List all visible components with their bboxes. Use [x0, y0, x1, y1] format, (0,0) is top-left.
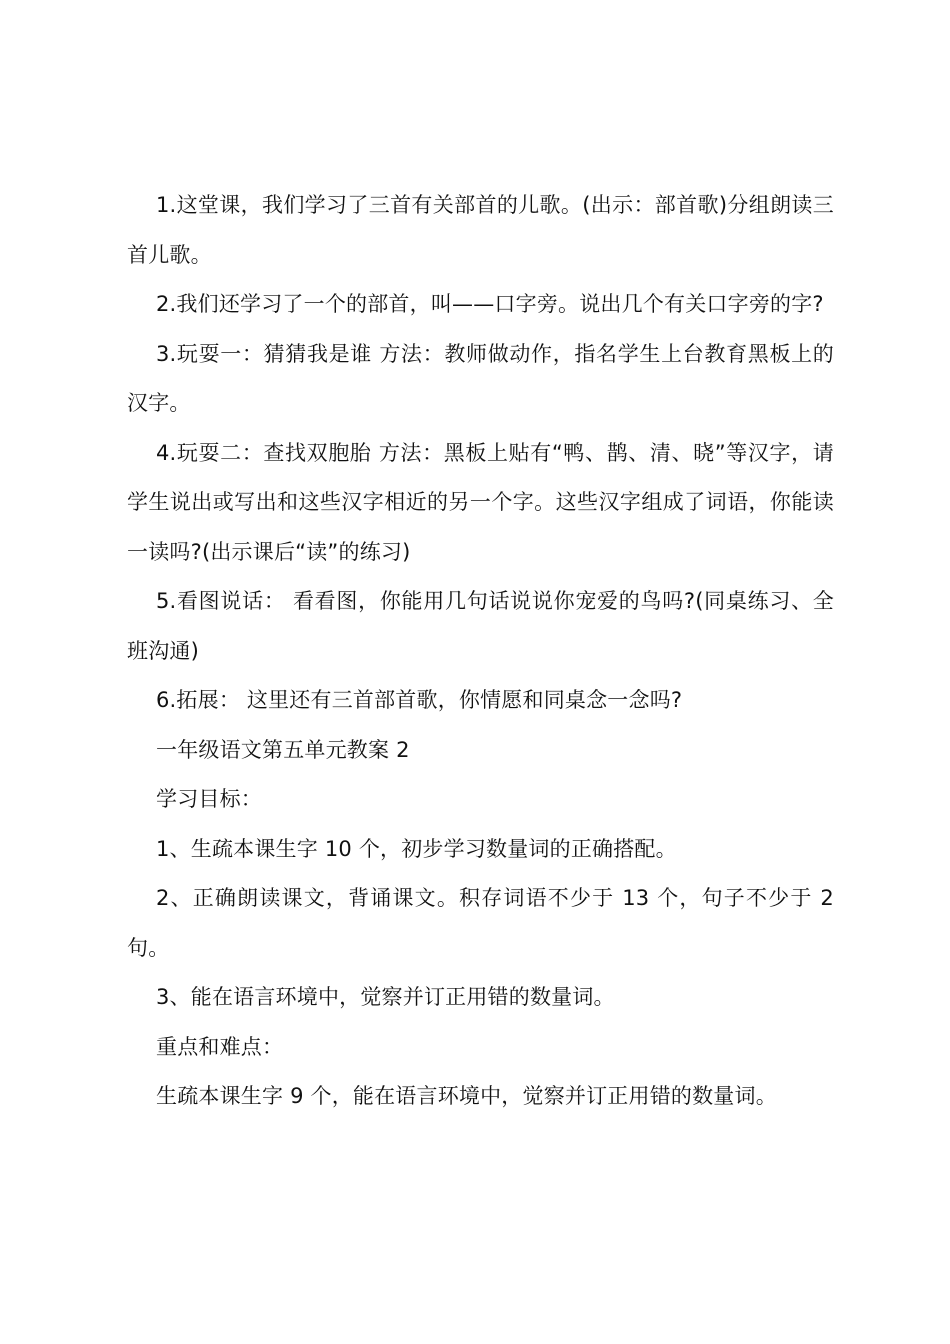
- goal-item-2: 2、正确朗读课文，背诵课文。积存词语不少于 13 个，句子不少于 2 句。: [127, 886, 834, 960]
- heading-learning-goals: 学习目标：: [156, 787, 262, 811]
- paragraph-picture-talk: 5.看图说话： 看看图，你能用几句话说说你宠爱的鸟吗?(同桌练习、全班沟通): [127, 589, 834, 663]
- goal-item-1: 1、生疏本课生字 10 个，初步学习数量词的正确搭配。: [156, 836, 677, 861]
- key-points-text: 生疏本课生字 9 个，能在语言环境中，觉察并订正用错的数量词。: [156, 1084, 777, 1108]
- heading-key-points: 重点和难点：: [156, 1034, 284, 1059]
- paragraph-extension: 6.拓展： 这里还有三首部首歌，你情愿和同桌念一念吗?: [156, 688, 683, 712]
- paragraph-game-one: 3.玩耍一：猜猜我是谁 方法：教师做动作，指名学生上台教育黑板上的汉字。: [127, 341, 834, 415]
- paragraph-game-two: 4.玩耍二：查找双胞胎 方法：黑板上贴有“鸭、鹊、清、晓”等汉字，请学生说出或写出和这些汉字相近的另一个字。这些汉字组成了词语，你能读一读吗?(出示课后“读”的练习): [127, 440, 834, 564]
- paragraph-mouth-radical: 2.我们还学习了一个的部首，叫——口字旁。说出几个有关口字旁的字?: [156, 292, 824, 316]
- paragraph-review-songs: 1.这堂课，我们学习了三首有关部首的儿歌。(出示：部首歌)分组朗读三首儿歌。: [127, 193, 834, 267]
- goal-item-3: 3、能在语言环境中，觉察并订正用错的数量词。: [156, 985, 615, 1009]
- section-title-lesson-plan-2: 一年级语文第五单元教案 2: [156, 737, 410, 762]
- document-body: [127, 181, 834, 1122]
